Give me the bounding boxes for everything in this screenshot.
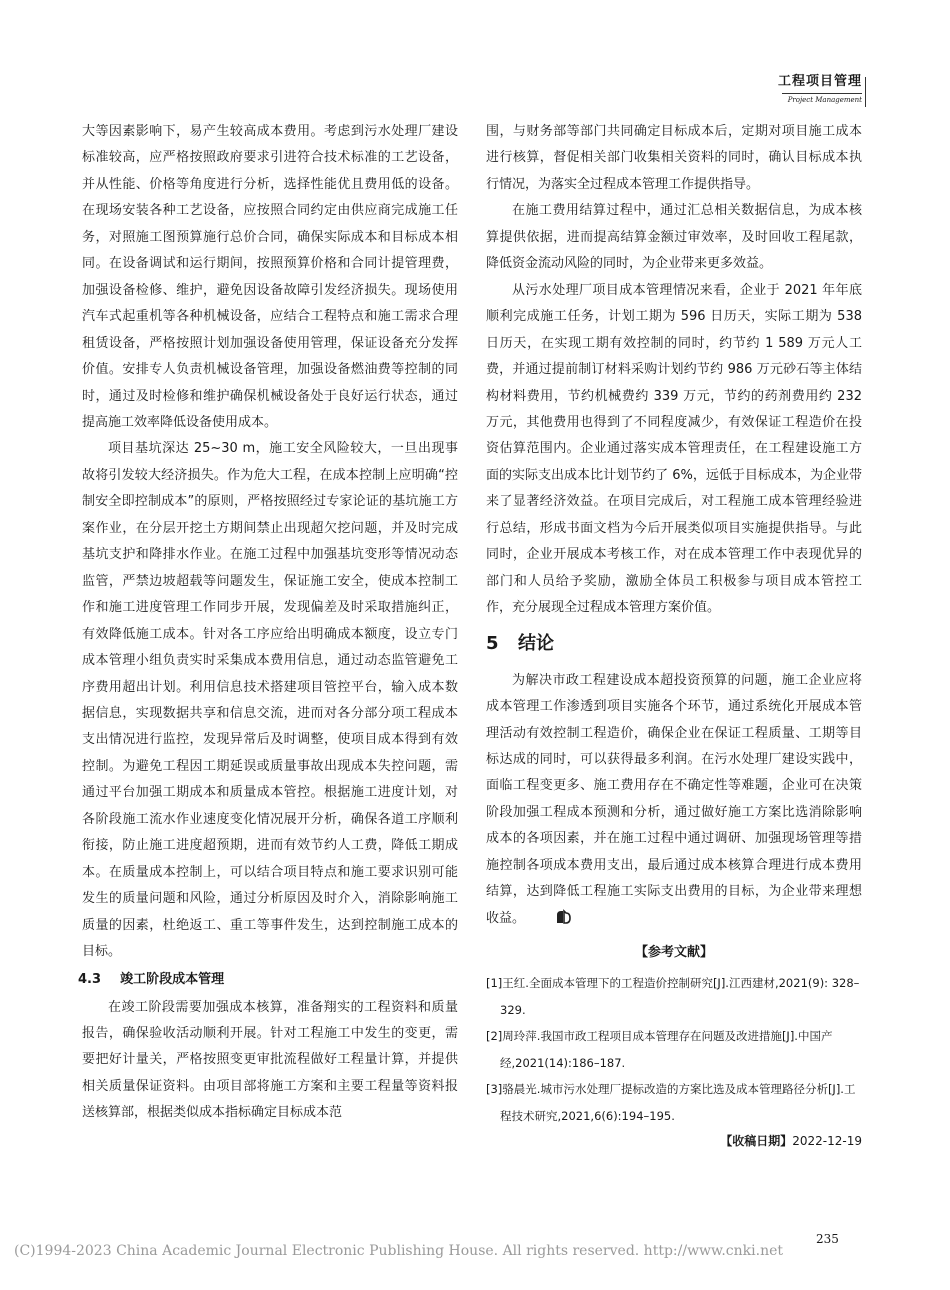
section-heading-5 [486,630,862,662]
page-number: 235 [816,1232,839,1246]
section-number: 4.3 [78,971,102,987]
section-title: 竣工阶段成本管理 [120,971,225,987]
left-column [78,119,458,1127]
received-label: 【收稿日期】 [720,1134,793,1149]
journal-end-mark-icon [529,909,545,925]
references-title: 【参考文献】 [634,945,713,961]
paragraph-foundation-pit: 项目基坑深达 25~30 m，施工安全风险较大，一旦出现事故将引发较大经济损失。作为危大工程，在成本控制上应明确“控制安全即控制成本”的原则，严格按照经过专家论证的基坑施工方案作业，在分层开挖土方期间禁止出现超欠挖问题，并及时完成基坑支护和降排水作业。在施工过程中加强基坑变形等情况动态监管，严禁边坡超载等问题发生，保证施工安全，使成本控制工作和施工进度管理工作同步开展，发现偏差及时采取措施纠正，有效降低施工成本。针对各工序应给出明确成本额度，设立专门成本管理小组负责实时采集成本费用信息，通过动态监管避免工序费用超出计划。利用信息技术搭建项目管控平台，输入成本数据信息，实现数据共享和信息交流，进而对各分部分项工程成本支出情况进行监控，发现异常后及时调整，使项目成本得到有效控制。为避免工程因工期延误或质量事故出现成本失控问题，需通过平台加强工期成本和质量成本管控。根据施工进度计划，对各阶段施工流水作业速度变化情况展开分析，确保各道工序顺利衔接，防止施工进度超预期，进而有效节约人工费，降低工期成本。在质量成本控制上，可以结合项目特点和施工要求识别可能发生的质量问题和风险，通过分析原因及时介入，消除影响施工质量的因素，杜绝返工、重工等事件发生，达到控制施工成本的目标。 [82,441,458,960]
paragraph-conclusion [486,668,862,933]
section-title: 结论 [518,632,554,654]
header-vertical-rule [865,77,866,107]
paragraph-settlement: 在施工费用结算过程中，通过汇总相关数据信息，为成本核算提供依据，进而提高结算金额过审效率，及时回收工程尾款，降低资金流动风险的同时，为企业带来更多效益。 [486,203,862,272]
reference-item: [1]王红.全面成本管理下的工程造价控制研究[J].江西建材,2021(9): 328–329. [486,976,860,1017]
running-header [778,74,862,105]
journal-section-title: 工程项目管理 [777,74,862,89]
journal-section-subtitle: Project Management [787,96,862,104]
reference-item: [3]骆晨光.城市污水处理厂提标改造的方案比选及成本管理路径分析[J].工程技术研究,2021,6(6):194–195. [486,1082,856,1123]
right-column [486,119,862,1151]
reference-item: [2]周玲萍.我国市政工程项目成本管理存在问题及改进措施[J].中国产经,2021(14):186–187. [486,1029,833,1070]
paragraph-equipment-cost: 大等因素影响下，易产生较高成本费用。考虑到污水处理厂建设标准较高，应严格按照政府要求引进符合技术标准的工艺设备，并从性能、价格等角度进行分析，选择性能优且费用低的设备。在现场安装各种工艺设备，应按照合同约定由供应商完成施工任务，对照施工图预算施行总价合同，确保实际成本和目标成本相同。在设备调试和运行期间，按照预算价格和合同计提管理费，加强设备检修、维护，避免因设备故障引发经济损失。现场使用汽车式起重机等各种机械设备，应结合工程特点和施工需求合理租赁设备，严格按照计划加强设备使用管理，保证设备充分发挥价值。安排专人负责机械设备管理，加强设备燃油费等控制的同时，通过及时检修和维护确保机械设备处于良好运行状态，通过提高施工效率降低设备使用成本。 [82,124,458,430]
paragraph-continued: 围，与财务部等部门共同确定目标成本后，定期对项目施工成本进行核算，督促相关部门收集相关资料的同时，确认目标成本执行情况，为落实全过程成本管理工作提供指导。 [486,124,862,192]
paragraph-project-results: 从污水处理厂项目成本管理情况来看，企业于 2021 年年底顺利完成施工任务，计划工期为 596 日历天，实际工期为 538 日历天，在实现工期有效控制的同时，约节约 1 589 万元人工费，并通过提前制订材料采购计划约节约 986 万元砂石等主体结构材料费用，节约机械费约 339 万元，节约的药剂费用约 232 万元，其他费用也得到了不同程度减少，有效保证工程造价在投资估算范围内。企业通过落实成本管理责任，在工程建设施工方面的实际支出成本比计划节约了 6%，远低于目标成本，为企业带来了显著经济效益。在项目完成后，对工程施工成本管理经验进行总结，形成书面文档为今后开展类似项目实施提供指导。与此同时，企业开展成本考核工作，对在成本管理工作中表现优异的部门和人员给予奖励，激励全体员工积极参与项目成本管控工作，充分展现全过程成本管理方案价值。 [486,282,862,616]
received-date: 2022-12-19 [792,1134,862,1149]
header-rule [782,93,862,94]
paragraph-completion-stage: 在竣工阶段需要加强成本核算，准备翔实的工程资料和质量报告，确保验收活动顺利开展。针对工程施工中发生的变更，需要把好计量关，严格按照变更审批流程做好工程量计算，并提供相关质量保证资料。由项目部将施工方案和主要工程量等资料报送核算部，根据类似成本指标确定目标成本范 [82,999,458,1121]
section-number: 5 [486,632,499,654]
received-date-line [486,1131,862,1151]
conclusion-text: 为解决市政工程建设成本超投资预算的问题，施工企业应将成本管理工作渗透到项目实施各个环节，通过系统化开展成本管理活动有效控制工程造价，确保企业在保证工程质量、工期等目标达成的同时，可以获得最多利润。在污水处理厂建设实践中，面临工程变更多、施工费用存在不确定性等难题，企业可在决策阶段加强工程成本预测和分析，通过做好施工方案比选消除影响成本的各项因素，并在施工过程中通过调研、加强现场管理等措施控制各项成本费用支出，最后通过成本核算合理进行成本费用结算，达到降低工程施工实际支出费用的目标，为企业带来理想收益。 [486,672,862,926]
copyright-footer: (C)1994-2023 China Academic Journal Electronic Publishing House. All rights reserved. http://www.cnki.net [14,1243,784,1259]
section-heading-4-3 [78,968,458,991]
